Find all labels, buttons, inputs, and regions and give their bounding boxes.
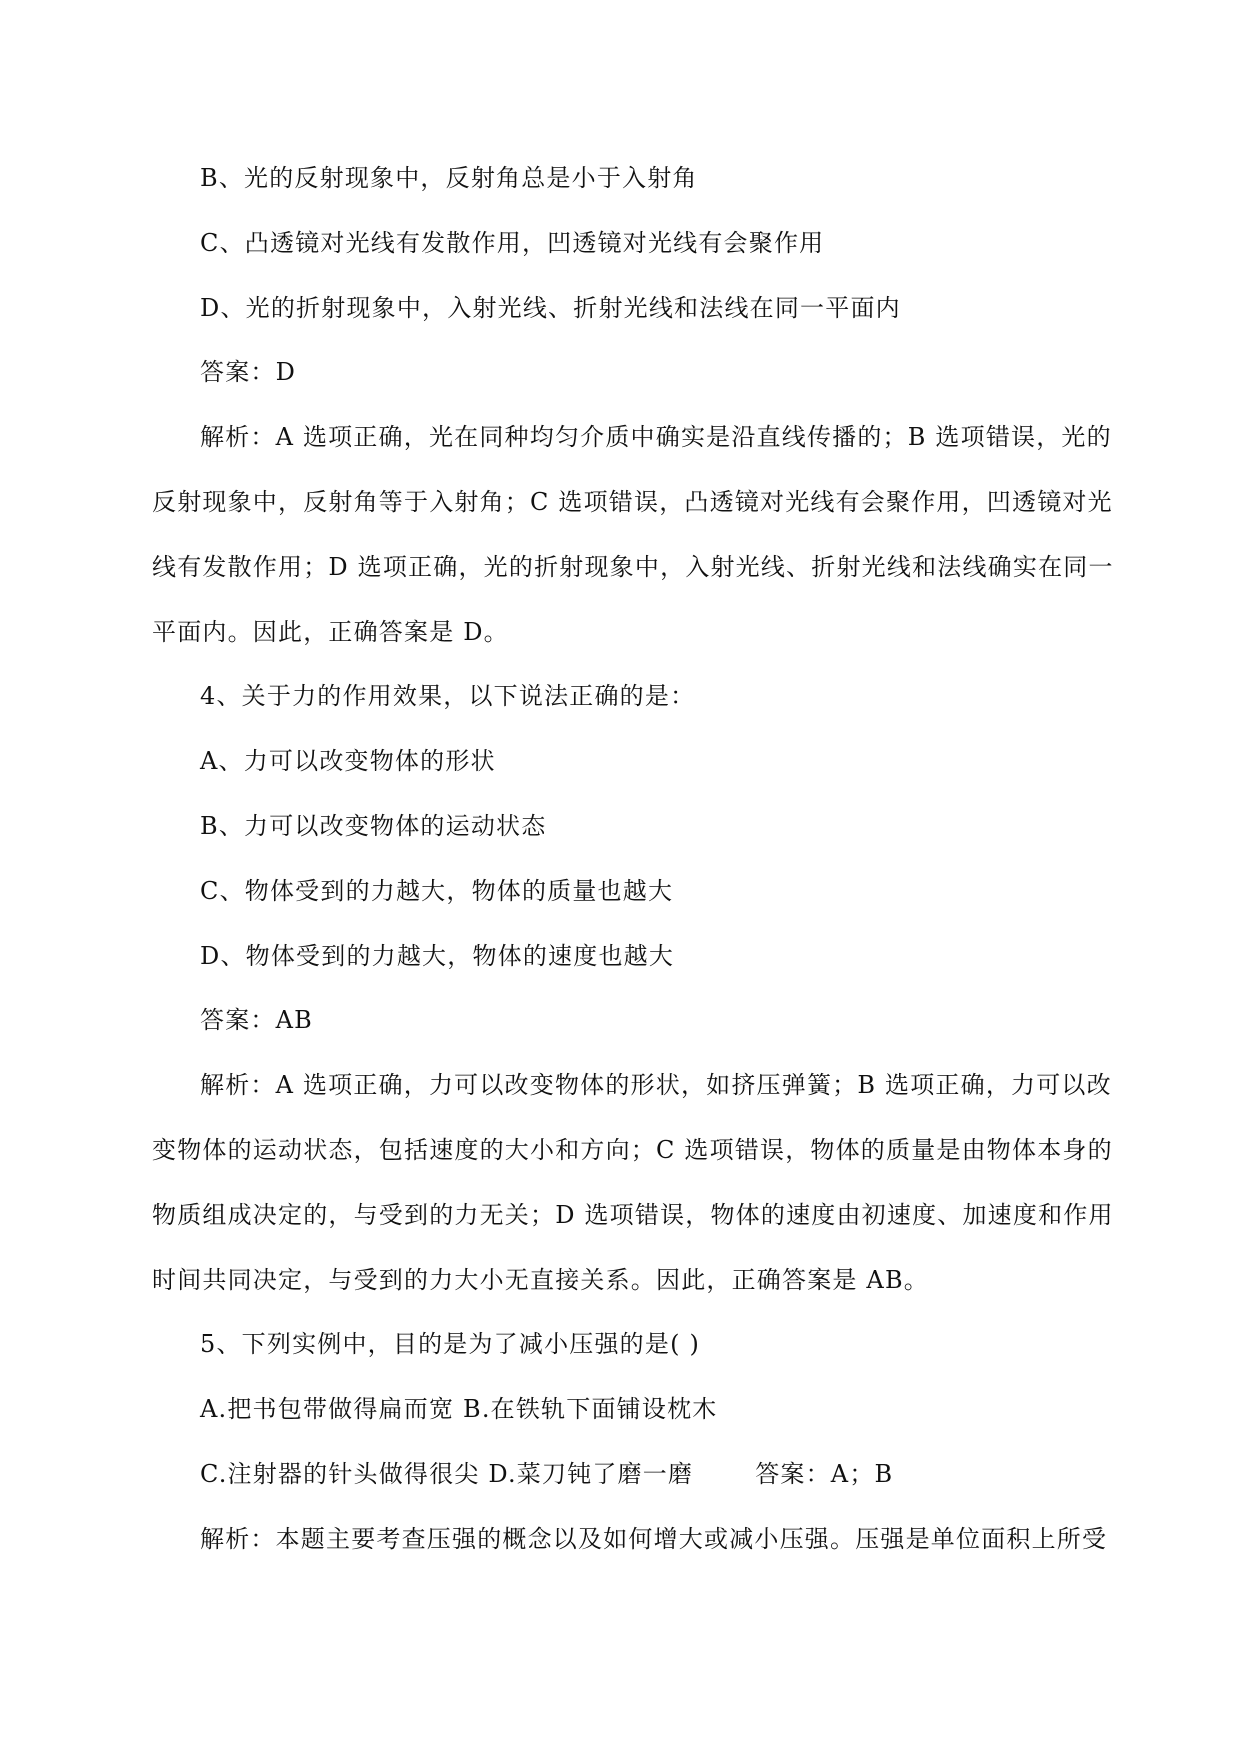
option-c-q3 xyxy=(152,211,1092,276)
option-b-q4 xyxy=(152,794,1092,859)
text-line: 解析：A 选项正确，力可以改变物体的形状，如挤压弹簧；B 选项正确，力可以改 xyxy=(200,1071,1112,1100)
text-line: 物质组成决定的，与受到的力无关；D 选项错误，物体的速度由初速度、加速度和作用 xyxy=(152,1200,1114,1229)
option-d-q4 xyxy=(152,924,1092,989)
text-line: 5、下列实例中，目的是为了减小压强的是( ) xyxy=(200,1330,701,1359)
question-5 xyxy=(152,1312,1092,1377)
option-a-q4 xyxy=(152,729,1092,794)
text-line: 4、关于力的作用效果，以下说法正确的是： xyxy=(200,682,696,711)
answer-q3 xyxy=(152,340,1092,405)
options-ab-q5 xyxy=(152,1377,1092,1442)
text-line: 变物体的运动状态，包括速度的大小和方向；C 选项错误，物体的质量是由物体本身的 xyxy=(152,1135,1113,1164)
text-line: C.注射器的针头做得很尖 D.菜刀钝了磨一磨 xyxy=(200,1459,694,1488)
answer-q4 xyxy=(152,988,1092,1053)
text-line: C、凸透镜对光线有发散作用，凹透镜对光线有会聚作用 xyxy=(200,228,825,257)
option-b-q3 xyxy=(152,146,1092,211)
explanation-q3-line-1 xyxy=(152,405,1112,470)
document-body xyxy=(152,146,1114,1572)
text-line: 解析：本题主要考查压强的概念以及如何增大或减小压强。压强是单位面积上所受 xyxy=(200,1524,1108,1553)
text-line: 答案：D xyxy=(200,358,297,387)
text-line: 时间共同决定，与受到的力大小无直接关系。因此，正确答案是 AB。 xyxy=(152,1265,929,1294)
explanation-q3-line-3 xyxy=(152,535,1114,600)
explanation-q4-line-1 xyxy=(152,1053,1112,1118)
explanation-q4-line-3 xyxy=(152,1183,1114,1248)
answer-q5: 答案：A；B xyxy=(755,1459,894,1488)
explanation-q4-line-2 xyxy=(152,1118,1113,1183)
text-line: 平面内。因此，正确答案是 D。 xyxy=(152,617,509,646)
text-line: 反射现象中，反射角等于入射角；C 选项错误，凸透镜对光线有会聚作用，凹透镜对光 xyxy=(152,487,1113,516)
text-line: 解析：A 选项正确，光在同种均匀介质中确实是沿直线传播的；B 选项错误，光的 xyxy=(200,423,1112,452)
explanation-q3-line-2 xyxy=(152,470,1113,535)
text-line: A、力可以改变物体的形状 xyxy=(200,747,496,776)
explanation-q3-line-4 xyxy=(152,600,1092,665)
text-line: C、物体受到的力越大，物体的质量也越大 xyxy=(200,876,674,905)
explanation-q4-line-4 xyxy=(152,1248,1092,1313)
question-4 xyxy=(152,664,1092,729)
text-line: B、力可以改变物体的运动状态 xyxy=(200,811,547,840)
explanation-q5-line-1 xyxy=(152,1507,1108,1572)
text-line: A.把书包带做得扁而宽 B.在铁轨下面铺设枕木 xyxy=(200,1395,718,1424)
text-line: 线有发散作用；D 选项正确，光的折射现象中，入射光线、折射光线和法线确实在同一 xyxy=(152,552,1114,581)
text-line: 答案：AB xyxy=(200,1006,313,1035)
option-d-q3 xyxy=(152,276,1092,341)
text-line: D、物体受到的力越大，物体的速度也越大 xyxy=(200,941,675,970)
text-line: B、光的反射现象中，反射角总是小于入射角 xyxy=(200,164,698,192)
options-cd-q5 xyxy=(152,1442,1092,1507)
option-c-q4 xyxy=(152,859,1092,924)
text-line: D、光的折射现象中，入射光线、折射光线和法线在同一平面内 xyxy=(200,293,901,322)
